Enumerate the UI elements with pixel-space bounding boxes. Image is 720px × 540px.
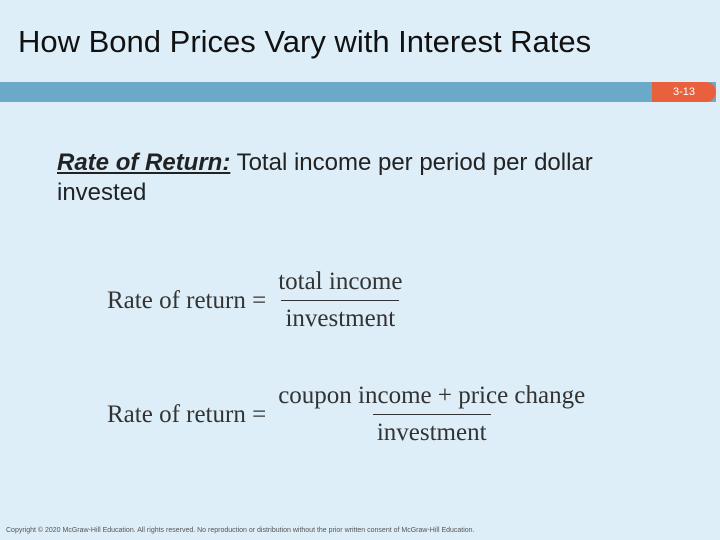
definition-body: Total income per period per dollar invested <box>57 149 593 206</box>
title-bar <box>0 82 716 102</box>
formula-fraction <box>274 268 406 333</box>
formula-rate-of-return-basic <box>107 268 406 333</box>
definition-term: Rate of Return: <box>57 149 231 176</box>
formula-denominator: investment <box>281 300 399 333</box>
copyright-notice: Copyright © 2020 McGraw-Hill Education. All rights reserved. No reproduction or distribution without the prior written consent of McGraw-Hill Education. <box>6 527 475 534</box>
formula-lhs: Rate of return = <box>107 400 267 428</box>
formula-numerator: total income <box>278 268 403 295</box>
definition-text <box>57 148 657 208</box>
formula-fraction <box>274 382 589 447</box>
formula-denominator: investment <box>373 414 491 447</box>
formula-lhs: Rate of return = <box>107 286 267 314</box>
formula-rate-of-return-expanded <box>107 382 589 447</box>
slide-number: 3-13 <box>672 86 696 98</box>
formula-numerator: coupon income + price change <box>278 382 586 409</box>
slide-title: How Bond Prices Vary with Interest Rates <box>18 24 592 59</box>
slide-number-badge <box>652 82 716 102</box>
